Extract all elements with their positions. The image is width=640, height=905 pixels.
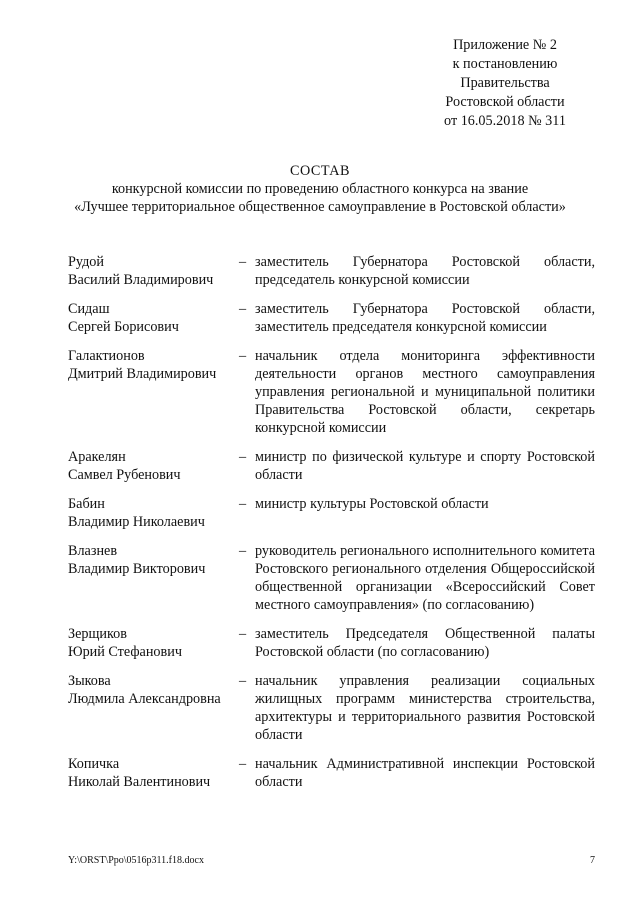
dash: – [239,756,247,772]
member-name [68,672,236,744]
member-given-name: Юрий Стефанович [68,644,182,660]
member-entry [68,448,595,484]
member-role: заместитель Губернатора Ростовской области, председатель конкурсной комиссии [255,254,595,288]
member-given-name: Людмила Александровна [68,691,221,707]
member-surname: Галактионов [68,348,145,364]
page-number: 7 [590,855,595,866]
title-line: конкурсной комиссии по проведению областного конкурса на звание [111,181,529,197]
document-title [40,162,600,216]
member-name [68,347,236,437]
member-entry [68,625,595,661]
member-entry [68,542,595,614]
member-role: начальник управления реализации социальных жилищных программ министерства строительства, архитектуры и территориального развития Ростовской области [255,673,595,743]
dash: – [239,626,247,642]
member-surname: Аракелян [68,449,126,465]
member-given-name: Дмитрий Владимирович [68,366,217,382]
dash: – [239,449,247,465]
members-list [68,253,595,802]
dash: – [239,496,247,512]
dash: – [239,348,247,364]
appendix-line: к постановлению [452,56,558,72]
member-role: начальник Административной инспекции Ростовской области [255,756,595,790]
dash: – [239,301,247,317]
member-name [68,300,236,336]
title-main: СОСТАВ [289,163,350,179]
appendix-line: Приложение № 2 [453,37,557,53]
member-entry [68,300,595,336]
appendix-line: от 16.05.2018 № 311 [444,113,566,129]
dash: – [239,673,247,689]
member-surname: Сидаш [68,301,110,317]
member-name [68,495,236,531]
member-role: начальник отдела мониторинга эффективности деятельности органов местного самоуправления управления региональной и муниципальной политики Правительства Ростовской области, секретарь конкурсной комиссии [255,348,595,436]
member-surname: Зерщиков [68,626,127,642]
member-role: министр по физической культуре и спорту Ростовской области [255,449,595,483]
member-entry [68,755,595,791]
member-name [68,542,236,614]
member-given-name: Василий Владимирович [68,272,214,288]
member-surname: Бабин [68,496,105,512]
member-given-name: Николай Валентинович [68,774,211,790]
member-entry [68,672,595,744]
dash: – [239,254,247,270]
member-role: руководитель регионального исполнительного комитета Ростовского регионального отделения Общероссийской общественной организации «Всероссийский Совет местного самоуправления» (по согласованию) [255,543,595,613]
member-role: заместитель Губернатора Ростовской области, заместитель председателя конкурсной комиссии [255,301,595,335]
appendix-line: Правительства [460,75,550,91]
member-surname: Влазнев [68,543,118,559]
member-name [68,253,236,289]
member-entry [68,347,595,437]
member-surname: Копичка [68,756,120,772]
title-line: «Лучшее территориальное общественное самоуправление в Ростовской области» [74,199,566,215]
dash: – [239,543,247,559]
member-role: министр культуры Ростовской области [255,496,489,512]
member-surname: Зыкова [68,673,111,689]
member-name [68,625,236,661]
member-name [68,755,236,791]
member-given-name: Владимир Викторович [68,561,206,577]
member-given-name: Владимир Николаевич [68,514,205,530]
appendix-line: Ростовской области [445,94,565,110]
member-role: заместитель Председателя Общественной палаты Ростовской области (по согласованию) [255,626,595,660]
member-name [68,448,236,484]
footer-file-path: Y:\ORST\Ppo\0516p311.f18.docx [68,855,204,866]
member-given-name: Сергей Борисович [68,319,179,335]
member-surname: Рудой [68,254,104,270]
member-entry [68,253,595,289]
member-entry [68,495,595,531]
member-given-name: Самвел Рубенович [68,467,181,483]
appendix-header [420,36,590,131]
